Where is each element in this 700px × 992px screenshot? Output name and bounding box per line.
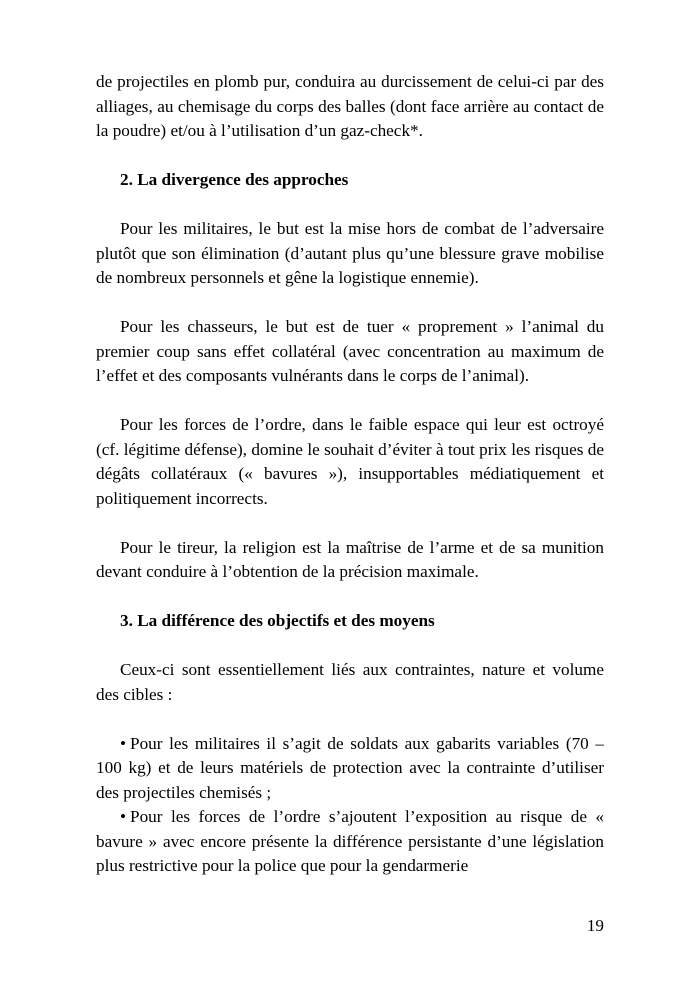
list-item [96, 732, 604, 806]
paragraph-continuation: de projectiles en plomb pur, conduira au durcissement de celui-ci par des alliages, au chemisage du corps des balles (dont face arrière au contact de la poudre) et/ou à l’utilisation d’un gaz-check*. [96, 72, 604, 140]
list-item-text: Pour les forces de l’ordre s’ajoutent l’exposition au risque de « bavure » avec encore présente la différence persistante d’une législation plus restrictive pour la police que pour la gendarmerie [96, 807, 604, 875]
paragraph-chasseurs: Pour les chasseurs, le but est de tuer « proprement » l’animal du premier coup sans effet collatéral (avec concentration au maximum de l’effet et des composants vulnérants dans le corps de l’animal). [96, 317, 604, 385]
paragraph-tireur: Pour le tireur, la religion est la maîtrise de l’arme et de sa munition devant conduire à l’obtention de la précision maximale. [96, 537, 604, 581]
page-number: 19 [586, 916, 604, 935]
paragraph-cibles: Ceux-ci sont essentiellement liés aux contraintes, nature et volume des cibles : [96, 660, 604, 704]
section-heading-2: 2. La divergence des approches [120, 170, 349, 189]
paragraph-forces-ordre: Pour les forces de l’ordre, dans le faible espace qui leur est octroyé (cf. légitime défense), domine le souhait d’éviter à tout prix les risques de dégâts collatéraux (« bavures »), insupportables médiatiquement et politiquement incorrects. [96, 415, 604, 508]
list-item-text: Pour les militaires il s’agit de soldats aux gabarits variables (70 – 100 kg) et de leurs matériels de protection avec la contrainte d’utiliser des projectiles chemisés ; [96, 733, 604, 802]
paragraph-militaires: Pour les militaires, le but est la mise hors de combat de l’adversaire plutôt que son élimination (d’autant plus qu’une blessure grave mobilise de nombreux personnels et gêne la logistique ennemie). [96, 219, 604, 287]
bullet-icon: • [120, 733, 127, 753]
list-item [96, 805, 604, 879]
bullet-icon: • [120, 807, 127, 826]
document-page [96, 70, 604, 879]
section-heading-3: 3. La différence des objectifs et des moyens [120, 611, 435, 630]
